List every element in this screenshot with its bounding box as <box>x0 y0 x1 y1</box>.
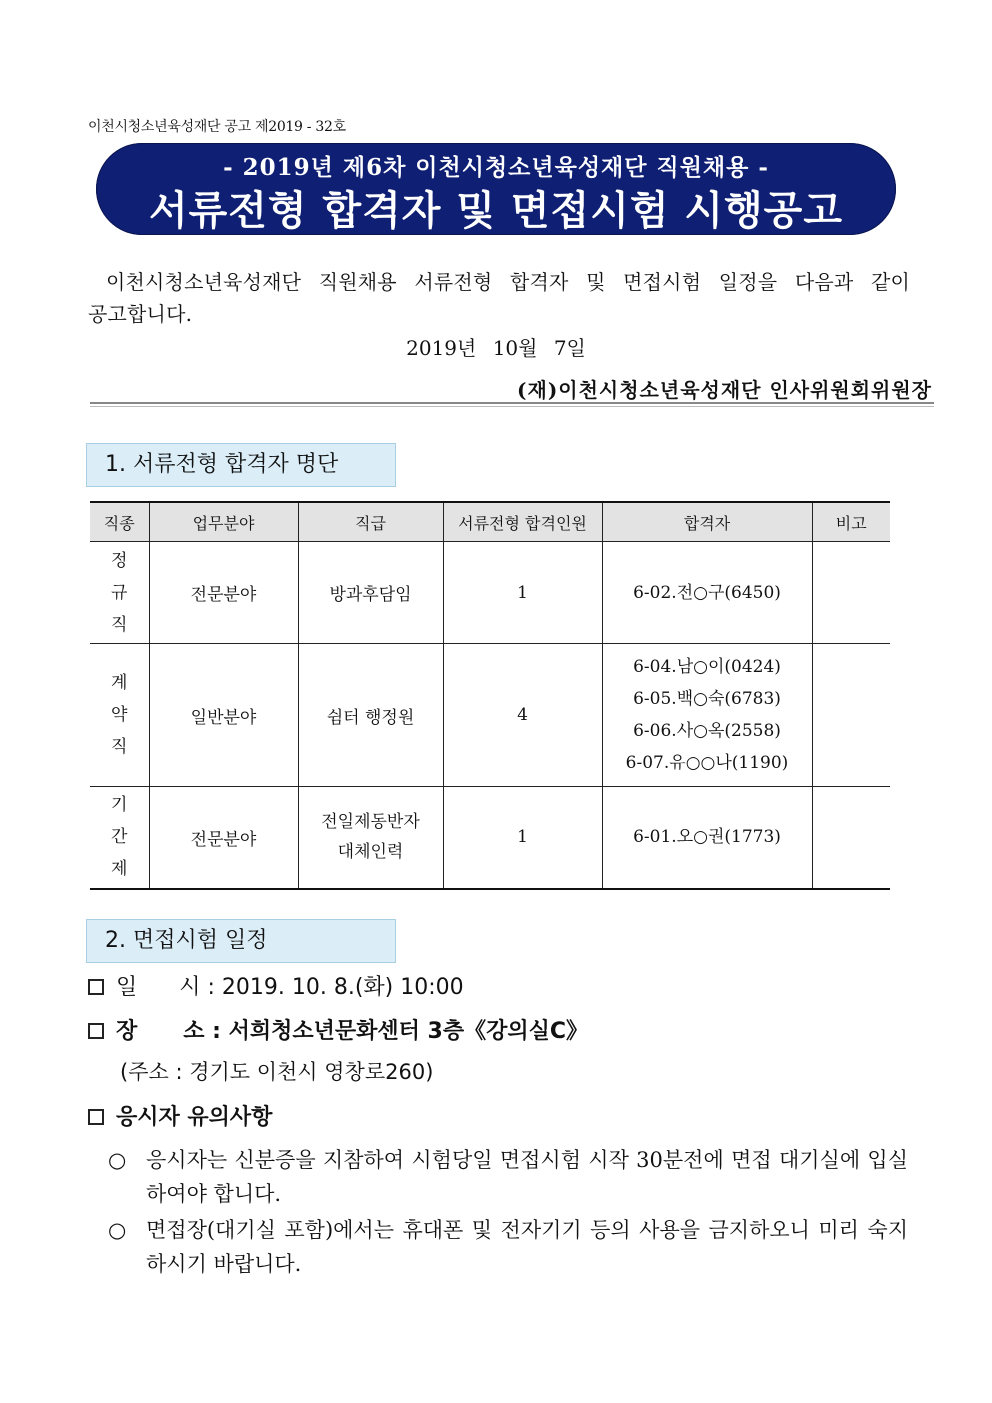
empty-square-icon <box>88 1023 104 1039</box>
table-row <box>90 787 890 889</box>
column-header: 합격자 <box>602 502 812 542</box>
title-banner <box>96 143 896 235</box>
column-header: 서류전형 합격인원 <box>443 502 602 542</box>
rank-cell: 전일제동반자 대체인력 <box>298 787 443 889</box>
job-type-cell: 기 간 제 <box>90 787 149 889</box>
notes-label: 응시자 유의사항 <box>116 1105 273 1130</box>
schedule-label: 일 시 <box>116 975 201 1000</box>
table-row <box>90 542 890 644</box>
venue-value: : 서희청소년문화센터 3층《강의실C》 <box>204 1019 588 1044</box>
venue-item <box>88 1014 588 1045</box>
banner-subtitle: - 2019년 제6차 이천시청소년육성재단 직원채용 - <box>223 154 769 181</box>
table-row <box>90 644 890 787</box>
section-1-heading: 1. 서류전형 합격자 명단 <box>86 443 396 487</box>
venue-label: 장 소 <box>116 1019 205 1044</box>
hollow-circle-icon: ○ <box>108 1148 127 1172</box>
divider <box>90 402 934 404</box>
intro-paragraph <box>88 266 910 330</box>
notice-bullet <box>108 1143 908 1211</box>
notice-text: 면접장(대기실 포함)에서는 휴대폰 및 전자기기 등의 사용을 금지하오니 미리 숙지하시기 바랍니다. <box>146 1218 908 1276</box>
venue-address: (주소 : 경기도 이천시 영창로260) <box>120 1060 434 1084</box>
field-cell: 일반분야 <box>149 644 298 787</box>
column-header: 직급 <box>298 502 443 542</box>
intro-line-2: 공고합니다. <box>88 302 193 326</box>
column-header: 직종 <box>90 502 149 542</box>
notice-text: 응시자는 신분증을 지참하여 시험당일 면접시험 시작 30분전에 면접 대기실에 입실하여야 합니다. <box>146 1148 908 1206</box>
banner-title: 서류전형 합격자 및 면접시험 시행공고 <box>149 188 843 234</box>
rank-cell: 쉼터 행정원 <box>298 644 443 787</box>
notice-date: 2019년 10월 7일 <box>406 336 586 360</box>
schedule-value: : 2019. 10. 8.(화) 10:00 <box>200 975 464 1000</box>
signer: (재)이천시청소년육성재단 인사위원회위원장 <box>517 378 932 402</box>
intro-line-1: 이천시청소년육성재단 직원채용 서류전형 합격자 및 면접시험 일정을 다음과 같이 <box>106 270 910 294</box>
table-header-row <box>90 502 890 542</box>
rank-cell: 방과후담임 <box>298 542 443 644</box>
passers-cell: 6-02.전○구(6450) <box>602 542 812 644</box>
note-cell <box>812 644 890 787</box>
passers-cell: 6-04.남○이(0424) 6-05.백○숙(6783) 6-06.사○옥(2558) 6-07.유○○나(1190) <box>602 644 812 787</box>
divider <box>90 406 934 407</box>
note-cell <box>812 542 890 644</box>
schedule-item <box>88 970 464 1001</box>
hollow-circle-icon: ○ <box>108 1218 127 1242</box>
notes-item <box>88 1100 272 1131</box>
empty-square-icon <box>88 1109 104 1125</box>
column-header: 비고 <box>812 502 890 542</box>
notice-number: 이천시청소년육성재단 공고 제2019 - 32호 <box>88 119 346 135</box>
field-cell: 전문분야 <box>149 787 298 889</box>
empty-square-icon <box>88 979 104 995</box>
passer-table <box>90 501 890 890</box>
count-cell: 4 <box>443 644 602 787</box>
count-cell: 1 <box>443 787 602 889</box>
count-cell: 1 <box>443 542 602 644</box>
note-cell <box>812 787 890 889</box>
job-type-cell: 정 규 직 <box>90 542 149 644</box>
job-type-cell: 계 약 직 <box>90 644 149 787</box>
notice-bullet <box>108 1213 908 1281</box>
section-2-heading: 2. 면접시험 일정 <box>86 919 396 963</box>
column-header: 업무분야 <box>149 502 298 542</box>
field-cell: 전문분야 <box>149 542 298 644</box>
passers-cell: 6-01.오○권(1773) <box>602 787 812 889</box>
